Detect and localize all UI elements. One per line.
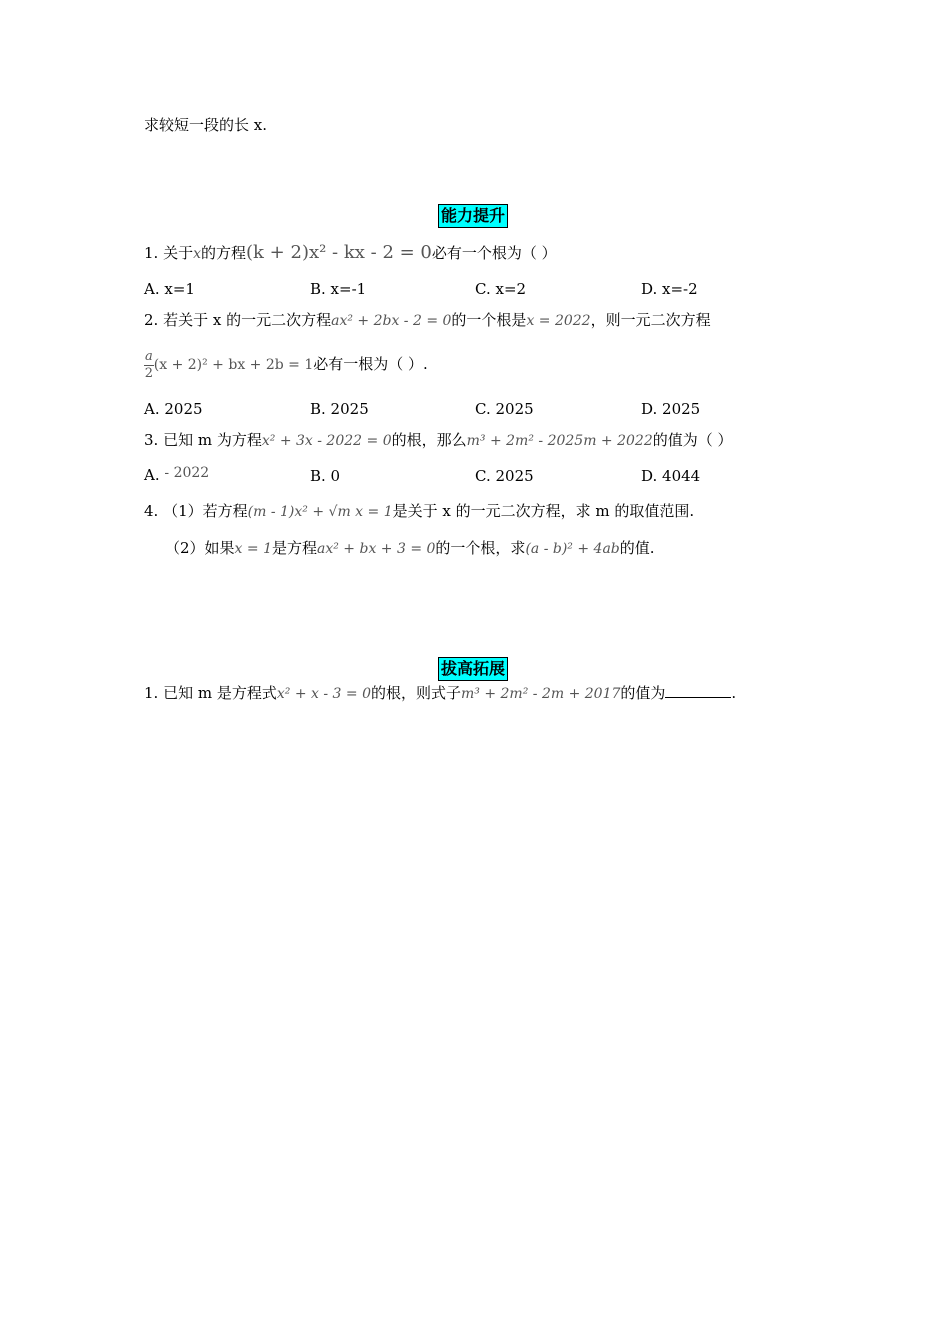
math-equation: (x + 2)² + bx + 2b = 1 (153, 357, 314, 373)
question-text: 若关于 x 的一元二次方程 (163, 311, 332, 329)
option-c: C. 2025 (475, 467, 534, 485)
question-2 (144, 309, 711, 332)
question-1 (144, 242, 557, 265)
question-text: 的值为 (620, 684, 666, 702)
question-text: （2）如果 (165, 539, 235, 557)
option-a: A. x=1 (144, 280, 195, 298)
question-text: ，则一元二次方程 (590, 311, 711, 329)
question-2-line-2 (144, 344, 428, 385)
math-variable: x (193, 246, 202, 262)
question-text: 的值为（ ） (652, 431, 733, 449)
question-text: 的根，那么 (391, 431, 467, 449)
option-d: D. 4044 (641, 467, 701, 485)
question-number: 1. (144, 244, 159, 262)
question-text: 的一个根，求 (435, 539, 526, 557)
option-label: A. (144, 466, 160, 484)
question-3 (144, 429, 733, 452)
math-equation: x² + x - 3 = 0 (276, 686, 371, 702)
math-fraction (144, 349, 154, 382)
question-4-part-2 (165, 537, 655, 560)
question-number: 3. (144, 431, 159, 449)
question-text: 已知 m 是方程式 (163, 684, 277, 702)
question-text: 关于 (163, 244, 194, 262)
option-c: C. x=2 (475, 280, 527, 298)
question-text: 的一个根是 (451, 311, 527, 329)
question-text: 必有一个根为（ ） (431, 244, 557, 262)
fraction-denominator: 2 (144, 365, 154, 381)
question-text: 的值. (619, 539, 655, 557)
question-text: 已知 m 为方程 (163, 431, 262, 449)
option-a (144, 464, 209, 487)
question-number: 1. (144, 684, 159, 702)
math-equation: (a - b)² + 4ab (525, 541, 620, 557)
math-equation: x = 1 (234, 541, 272, 557)
question-text: 的方程 (201, 244, 247, 262)
option-c: C. 2025 (475, 400, 534, 418)
section-heading-ability: 能力提升 (438, 204, 508, 228)
question-text: . (731, 684, 737, 702)
math-equation: ax² + bx + 3 = 0 (317, 541, 436, 557)
question-text: 是关于 x 的一元二次方程，求 m 的取值范围. (392, 502, 695, 520)
math-equation: x² + 3x - 2022 = 0 (261, 433, 392, 449)
math-equation: (k + 2)x² - kx - 2 = 0 (246, 242, 432, 263)
math-equation: m³ + 2m² - 2025m + 2022 (466, 433, 653, 449)
question-text: 必有一根为（ ）. (313, 355, 428, 373)
intro-text: 求较短一段的长 x. (144, 116, 267, 134)
option-b: B. 0 (310, 467, 341, 485)
option-value: - 2022 (164, 465, 210, 481)
math-equation: m³ + 2m² - 2m + 2017 (461, 686, 621, 702)
question-4-part-1 (144, 500, 694, 523)
math-equation: (m - 1)x² + √m x = 1 (247, 504, 393, 520)
question-number: 4. (144, 502, 159, 520)
option-d: D. x=-2 (641, 280, 698, 298)
advanced-question-1 (144, 682, 736, 705)
question-text: 是方程 (271, 539, 317, 557)
option-b: B. 2025 (310, 400, 369, 418)
answer-blank[interactable] (665, 683, 731, 698)
option-a: A. 2025 (144, 400, 203, 418)
fraction-numerator: a (145, 348, 153, 364)
section-heading-advanced: 拔高拓展 (438, 657, 508, 681)
math-equation: x = 2022 (526, 313, 591, 329)
math-equation: ax² + 2bx - 2 = 0 (331, 313, 452, 329)
question-number: 2. (144, 311, 159, 329)
question-text: （1）若方程 (163, 502, 248, 520)
question-text: 的根，则式子 (370, 684, 461, 702)
option-b: B. x=-1 (310, 280, 367, 298)
option-d: D. 2025 (641, 400, 701, 418)
